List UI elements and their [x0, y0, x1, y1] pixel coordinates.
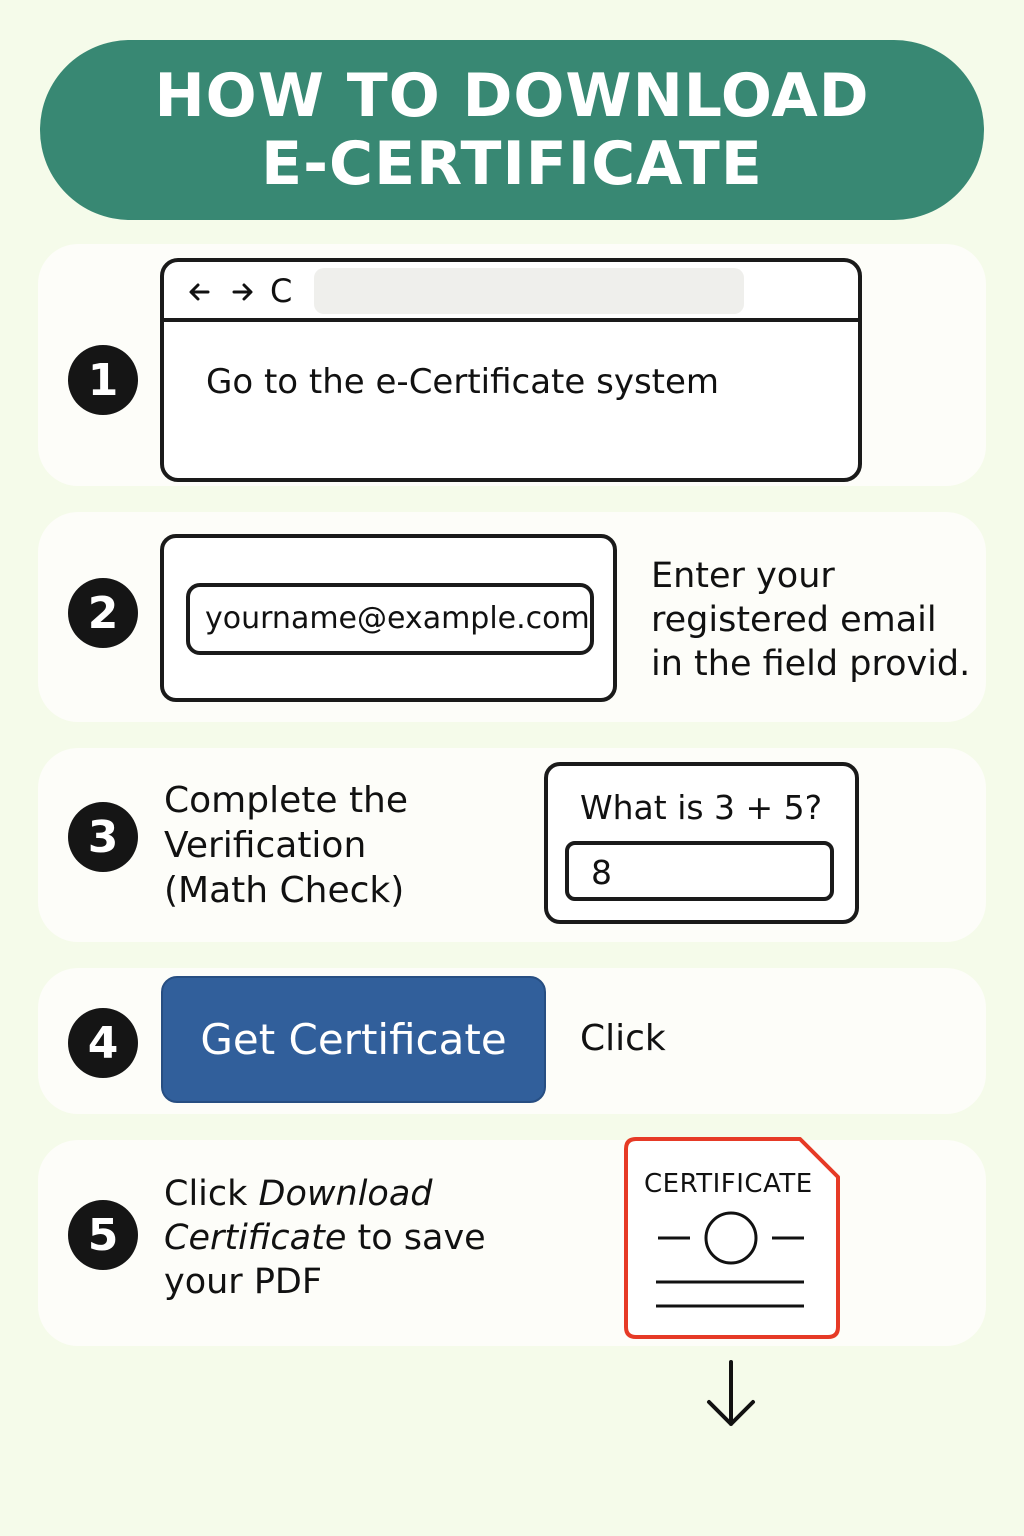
- page-header: [40, 40, 984, 220]
- step-5-text-line-2: Certificate to save: [164, 1218, 486, 1258]
- email-input[interactable]: [186, 583, 594, 655]
- address-bar[interactable]: [314, 268, 744, 314]
- email-input-value: yourname@example.com: [205, 601, 590, 636]
- get-certificate-button[interactable]: Get Certificate: [161, 976, 546, 1103]
- step-1-text: Go to the e-Certificate system: [206, 362, 720, 402]
- step-2-text-line-3: in the field provid.: [651, 644, 971, 684]
- step-2-text-line-1: Enter your: [651, 556, 835, 596]
- certificate-document-icon[interactable]: [624, 1137, 842, 1341]
- step-2-text-line-2: registered email: [651, 600, 937, 640]
- title-line-1: HOW TO DOWNLOAD: [154, 61, 870, 131]
- math-question: What is 3 + 5?: [580, 788, 823, 827]
- step-5-text: [164, 1172, 486, 1304]
- certificate-outline: [624, 1137, 842, 1341]
- step-3-badge: 3: [68, 802, 138, 872]
- step-2-text: [651, 554, 970, 686]
- step-3-text-line-3: (Math Check): [164, 870, 405, 911]
- arrow-right-icon[interactable]: [228, 278, 256, 306]
- step-2-badge: 2: [68, 578, 138, 648]
- step-3-text: [164, 778, 408, 913]
- step-4-text: Click: [580, 1018, 666, 1059]
- download-emphasis: Download: [258, 1174, 433, 1214]
- math-answer-input[interactable]: [565, 841, 834, 901]
- step-3-text-line-1: Complete the: [164, 780, 409, 821]
- step-3-text-line-2: Verification: [164, 825, 367, 866]
- step-5-text-line-3: your PDF: [164, 1262, 323, 1302]
- title-line-2: E-CERTIFICATE: [261, 129, 763, 199]
- arrow-down-icon: [703, 1360, 759, 1430]
- certificate-label: CERTIFICATE: [644, 1169, 813, 1199]
- step-5-badge: 5: [68, 1200, 138, 1270]
- math-answer-value: 8: [591, 853, 612, 892]
- reload-button[interactable]: C: [270, 272, 293, 310]
- arrow-left-icon[interactable]: [186, 278, 214, 306]
- step-5-text-line-1: Click Download: [164, 1174, 433, 1214]
- certificate-emphasis: Certificate: [164, 1218, 347, 1258]
- step-1-badge: 1: [68, 345, 138, 415]
- step-4-badge: 4: [68, 1008, 138, 1078]
- browser-toolbar: [164, 262, 858, 322]
